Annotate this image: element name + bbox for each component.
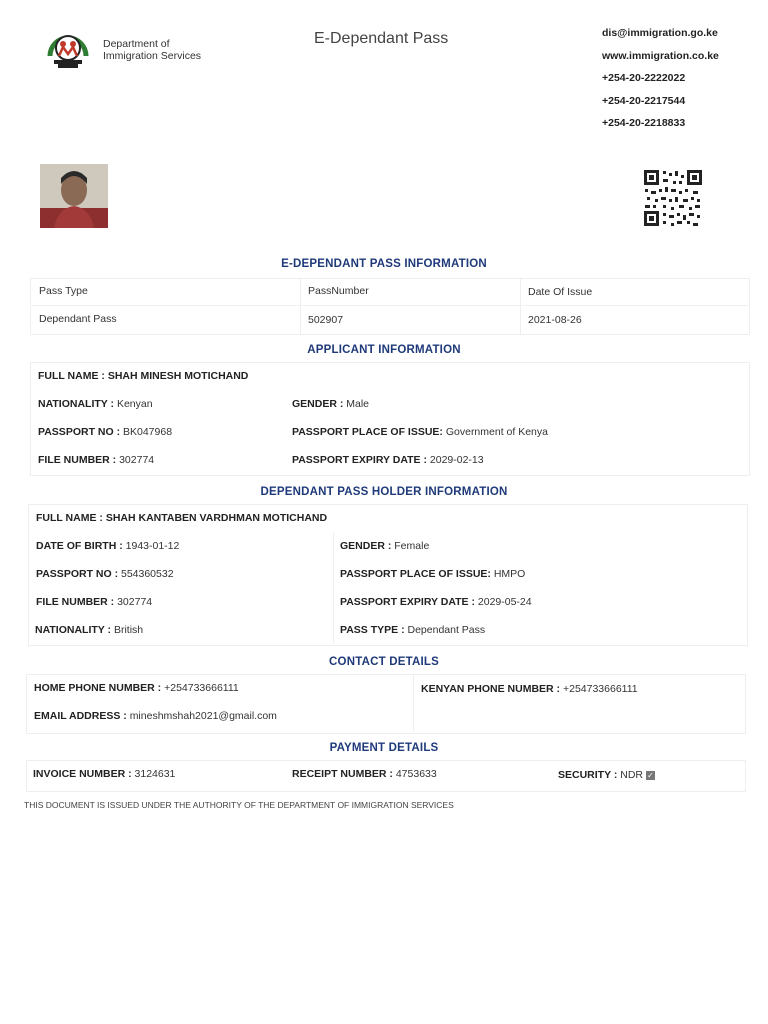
- pass-info-panel: [30, 278, 750, 335]
- home-phone-value: +254733666111: [164, 682, 239, 694]
- holder-file-number-label: FILE NUMBER :: [36, 596, 115, 608]
- divider: [520, 278, 521, 334]
- security-label: SECURITY :: [558, 769, 618, 781]
- contact-block: [602, 27, 742, 140]
- kenyan-phone-value: +254733666111: [562, 683, 638, 695]
- holder-heading: DEPENDANT PASS HOLDER INFORMATION: [260, 486, 508, 498]
- security: [558, 769, 655, 781]
- date-of-issue-value: 2021-08-26: [528, 314, 582, 326]
- applicant-passport-place-label: PASSPORT PLACE OF ISSUE:: [292, 426, 443, 438]
- contact-website: www.immigration.co.ke: [602, 49, 719, 62]
- home-phone: [34, 682, 239, 694]
- divider: [300, 278, 301, 334]
- holder-nationality-value: British: [113, 624, 144, 636]
- contact-phone-3: +254-20-2218833: [602, 117, 686, 129]
- holder-passport-place-label: PASSPORT PLACE OF ISSUE:: [340, 568, 491, 580]
- email-value: mineshmshah2021@gmail.com: [129, 710, 277, 722]
- divider: [333, 532, 334, 644]
- home-phone-label: HOME PHONE NUMBER :: [34, 682, 162, 694]
- applicant-passport-expiry-value: 2029-02-13: [429, 454, 484, 466]
- contact-phone-2: +254-20-2217544: [602, 94, 686, 107]
- contact-heading: CONTACT DETAILS: [329, 656, 439, 668]
- kenyan-phone: [421, 683, 638, 695]
- applicant-nationality: [38, 398, 153, 410]
- department-name: [103, 38, 201, 62]
- divider: [30, 305, 750, 306]
- authority-statement: THIS DOCUMENT IS ISSUED UNDER THE AUTHORITY OF THE DEPARTMENT OF IMMIGRATION SERVICES: [24, 800, 454, 810]
- check-icon: ✓: [647, 770, 654, 780]
- applicant-file-number-label: FILE NUMBER :: [38, 454, 117, 466]
- invoice-number: [33, 768, 175, 780]
- applicant-nationality-value: Kenyan: [116, 398, 153, 410]
- contact-email: dis@immigration.go.ke: [602, 27, 718, 39]
- security-value: NDR: [620, 769, 643, 781]
- holder-passport-expiry-value: 2029-05-24: [477, 596, 532, 608]
- applicant-full-name-label: FULL NAME :: [38, 370, 105, 382]
- applicant-passport-no-value: BK047968: [122, 426, 173, 438]
- holder-passport-no: [36, 568, 174, 580]
- email-label: EMAIL ADDRESS :: [34, 710, 127, 722]
- holder-file-number-value: 302774: [117, 596, 153, 608]
- holder-pass-type-label: PASS TYPE :: [340, 624, 405, 636]
- holder-passport-place: [340, 568, 525, 580]
- holder-gender: [340, 540, 429, 552]
- pass-type-label: Pass Type: [39, 285, 88, 297]
- date-of-issue-label: Date Of Issue: [528, 286, 593, 298]
- pass-type-value: Dependant Pass: [39, 313, 117, 325]
- pass-number-label: PassNumber: [308, 285, 369, 297]
- applicant-gender-value: Male: [346, 398, 370, 410]
- applicant-passport-no-label: PASSPORT NO :: [38, 426, 121, 438]
- applicant-passport-place-value: Government of Kenya: [445, 426, 548, 438]
- applicant-passport-expiry: [292, 454, 484, 466]
- applicant-file-number-value: 302774: [119, 454, 155, 466]
- applicant-gender: [292, 398, 369, 410]
- receipt-value: 4753633: [395, 768, 437, 780]
- holder-full-name-label: FULL NAME :: [36, 512, 103, 524]
- receipt-label: RECEIPT NUMBER :: [292, 768, 393, 780]
- applicant-passport-place: [292, 426, 548, 438]
- holder-nationality-label: NATIONALITY :: [35, 624, 112, 636]
- pass-info-heading: E-DEPENDANT PASS INFORMATION: [281, 258, 487, 270]
- invoice-label: INVOICE NUMBER :: [33, 768, 132, 780]
- divider: [413, 674, 414, 732]
- qr-code-icon: [643, 169, 703, 227]
- dept-line1: Department of: [103, 38, 170, 50]
- kenyan-phone-label: KENYAN PHONE NUMBER :: [421, 683, 561, 695]
- holder-dob-label: DATE OF BIRTH :: [36, 540, 123, 552]
- applicant-passport-no: [38, 426, 172, 438]
- applicant-photo: [40, 164, 108, 228]
- email-address: [34, 710, 277, 722]
- applicant-nationality-label: NATIONALITY :: [38, 398, 115, 410]
- applicant-full-name: [38, 370, 248, 382]
- payment-heading: PAYMENT DETAILS: [329, 742, 439, 754]
- holder-full-name: [36, 512, 327, 524]
- dept-line2: Immigration Services: [103, 50, 202, 62]
- holder-passport-no-value: 554360532: [120, 568, 174, 580]
- applicant-heading: APPLICANT INFORMATION: [307, 344, 461, 356]
- applicant-full-name-value: SHAH MINESH MOTICHAND: [107, 370, 249, 382]
- holder-pass-type: [340, 624, 485, 636]
- holder-passport-place-value: HMPO: [493, 568, 526, 580]
- immigration-logo-icon: [44, 26, 92, 72]
- holder-passport-expiry-label: PASSPORT EXPIRY DATE :: [340, 596, 475, 608]
- applicant-passport-expiry-label: PASSPORT EXPIRY DATE :: [292, 454, 427, 466]
- holder-gender-value: Female: [394, 540, 430, 552]
- receipt-number: [292, 768, 437, 780]
- holder-dob: [36, 540, 179, 552]
- holder-nationality: [35, 624, 143, 636]
- pass-number-value: 502907: [308, 314, 344, 326]
- holder-file-number: [36, 596, 152, 608]
- holder-gender-label: GENDER :: [340, 540, 392, 552]
- holder-passport-expiry: [340, 596, 532, 608]
- holder-full-name-value: SHAH KANTABEN VARDHMAN MOTICHAND: [105, 512, 328, 524]
- applicant-gender-label: GENDER :: [292, 398, 344, 410]
- applicant-file-number: [38, 454, 154, 466]
- contact-phone-1: +254-20-2222022: [602, 72, 686, 84]
- document-title: E-Dependant Pass: [314, 30, 449, 47]
- holder-pass-type-value: Dependant Pass: [407, 624, 486, 636]
- invoice-value: 3124631: [134, 768, 176, 780]
- holder-passport-no-label: PASSPORT NO :: [36, 568, 119, 580]
- holder-dob-value: 1943-01-12: [125, 540, 180, 552]
